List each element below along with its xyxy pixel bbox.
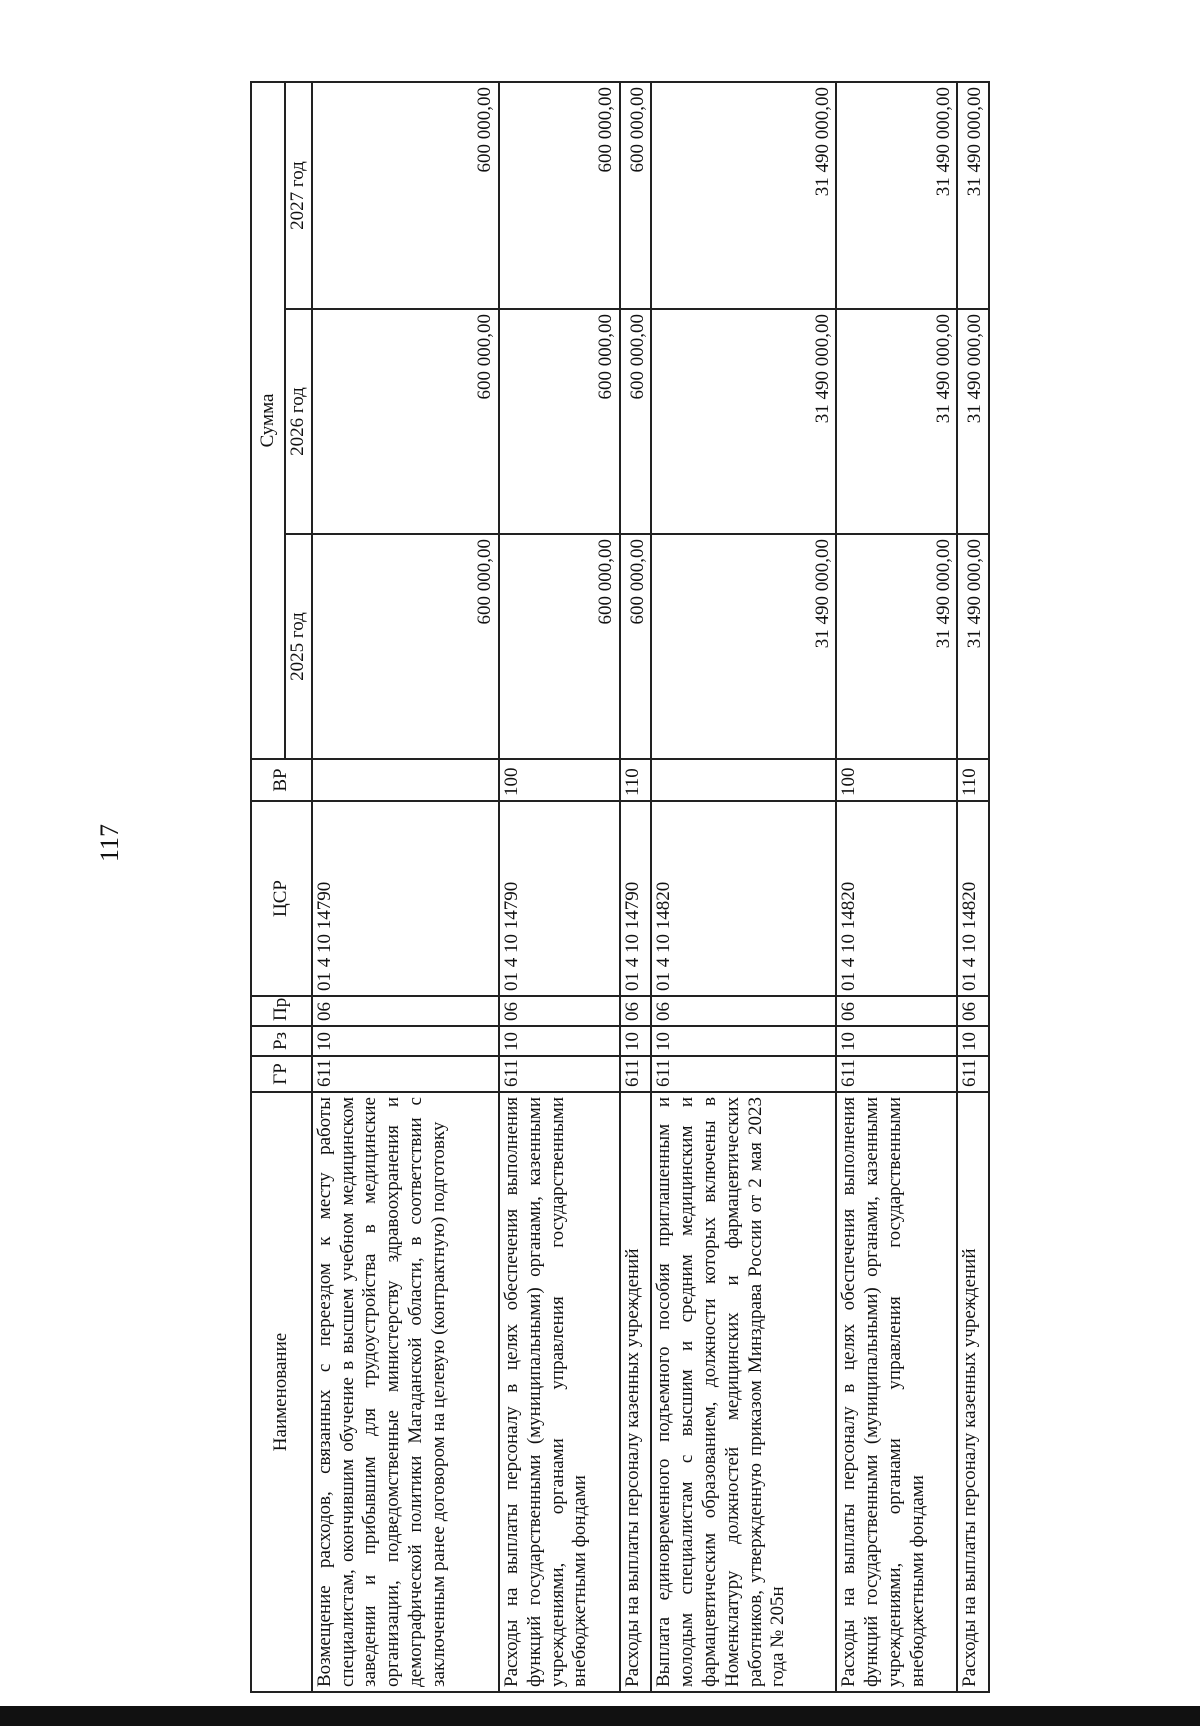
row-2027: 31 490 000,00	[957, 82, 989, 309]
row-2025: 31 490 000,00	[836, 534, 957, 759]
row-rz: 10	[651, 1026, 836, 1056]
row-2025: 31 490 000,00	[651, 534, 836, 759]
rotated-table-container	[250, 83, 990, 1693]
row-pr: 06	[312, 996, 499, 1026]
header-name: Наименование	[251, 1092, 312, 1692]
row-rz: 10	[957, 1026, 989, 1056]
row-name: Расходы на выплаты персоналу казенных учреждений	[620, 1092, 652, 1692]
row-pr: 06	[957, 996, 989, 1026]
row-gr: 611	[312, 1056, 499, 1092]
row-gr: 611	[957, 1056, 989, 1092]
row-2026: 31 490 000,00	[957, 309, 989, 534]
row-rz: 10	[499, 1026, 620, 1056]
row-2027: 600 000,00	[499, 82, 620, 309]
table-row	[620, 82, 652, 1692]
row-vr	[651, 759, 836, 801]
row-name: Расходы на выплаты персоналу в целях обеспечения выполнения функций государственными (муниципальными) органами, казенными учреждениями, органами управления государственными внебюджетными фондами	[836, 1092, 957, 1692]
row-csr: 01 4 10 14790	[499, 801, 620, 996]
row-rz: 10	[836, 1026, 957, 1056]
row-gr: 611	[651, 1056, 836, 1092]
row-vr: 100	[499, 759, 620, 801]
header-sum: Сумма	[251, 82, 285, 759]
row-vr	[312, 759, 499, 801]
table-row	[312, 82, 499, 1692]
scan-edge-bar	[0, 1706, 1200, 1726]
row-2026: 600 000,00	[499, 309, 620, 534]
row-gr: 611	[836, 1056, 957, 1092]
row-rz: 10	[312, 1026, 499, 1056]
row-vr: 110	[957, 759, 989, 801]
row-2027: 600 000,00	[620, 82, 652, 309]
row-pr: 06	[499, 996, 620, 1026]
budget-table	[250, 81, 990, 1693]
table-row	[957, 82, 989, 1692]
header-row	[251, 82, 285, 1692]
row-csr: 01 4 10 14820	[651, 801, 836, 996]
header-csr: ЦСР	[251, 801, 312, 996]
row-2025: 600 000,00	[312, 534, 499, 759]
row-csr: 01 4 10 14820	[836, 801, 957, 996]
row-csr: 01 4 10 14790	[620, 801, 652, 996]
row-2027: 31 490 000,00	[651, 82, 836, 309]
table-row	[836, 82, 957, 1692]
table-row	[499, 82, 620, 1692]
row-gr: 611	[620, 1056, 652, 1092]
row-name: Расходы на выплаты персоналу казенных учреждений	[957, 1092, 989, 1692]
row-gr: 611	[499, 1056, 620, 1092]
header-rz: Рз	[251, 1026, 312, 1056]
row-name: Возмещение расходов, связанных с переездом к месту работы специалистам, окончившим обучение в высшем учебном медицинском заведении и прибывшим для трудоустройства в медицинские организации, подведомственные министерству здравоохранения и демографической политики Магаданской области, в соответствии с заключенным ранее договором на целевую (контрактную) подготовку	[312, 1092, 499, 1692]
row-pr: 06	[620, 996, 652, 1026]
row-csr: 01 4 10 14820	[957, 801, 989, 996]
row-rz: 10	[620, 1026, 652, 1056]
row-2025: 600 000,00	[499, 534, 620, 759]
row-pr: 06	[836, 996, 957, 1026]
row-2027: 600 000,00	[312, 82, 499, 309]
row-name: Выплата единовременного подъемного пособия приглашенным и молодым специалистам с высшим и средним медицинским и фармацевтическим образованием, должности которых включены в Номенклатуру должностей медицинских и фармацевтических работников, утвержденную приказом Минздрава России от 2 мая 2023 года № 205н	[651, 1092, 836, 1692]
row-2027: 31 490 000,00	[836, 82, 957, 309]
page-number: 117	[95, 823, 124, 863]
row-2026: 600 000,00	[620, 309, 652, 534]
row-vr: 110	[620, 759, 652, 801]
row-2025: 600 000,00	[620, 534, 652, 759]
header-vr: ВР	[251, 759, 312, 801]
row-2026: 31 490 000,00	[836, 309, 957, 534]
header-2027: 2027 год	[285, 82, 312, 309]
row-name: Расходы на выплаты персоналу в целях обеспечения выполнения функций государственными (муниципальными) органами, казенными учреждениями, органами управления государственными внебюджетными фондами	[499, 1092, 620, 1692]
table-row	[651, 82, 836, 1692]
row-pr: 06	[651, 996, 836, 1026]
row-vr: 100	[836, 759, 957, 801]
header-pr: Пр	[251, 996, 312, 1026]
row-2026: 600 000,00	[312, 309, 499, 534]
row-2025: 31 490 000,00	[957, 534, 989, 759]
header-2026: 2026 год	[285, 309, 312, 534]
header-2025: 2025 год	[285, 534, 312, 759]
row-csr: 01 4 10 14790	[312, 801, 499, 996]
header-gr: ГР	[251, 1056, 312, 1092]
row-2026: 31 490 000,00	[651, 309, 836, 534]
